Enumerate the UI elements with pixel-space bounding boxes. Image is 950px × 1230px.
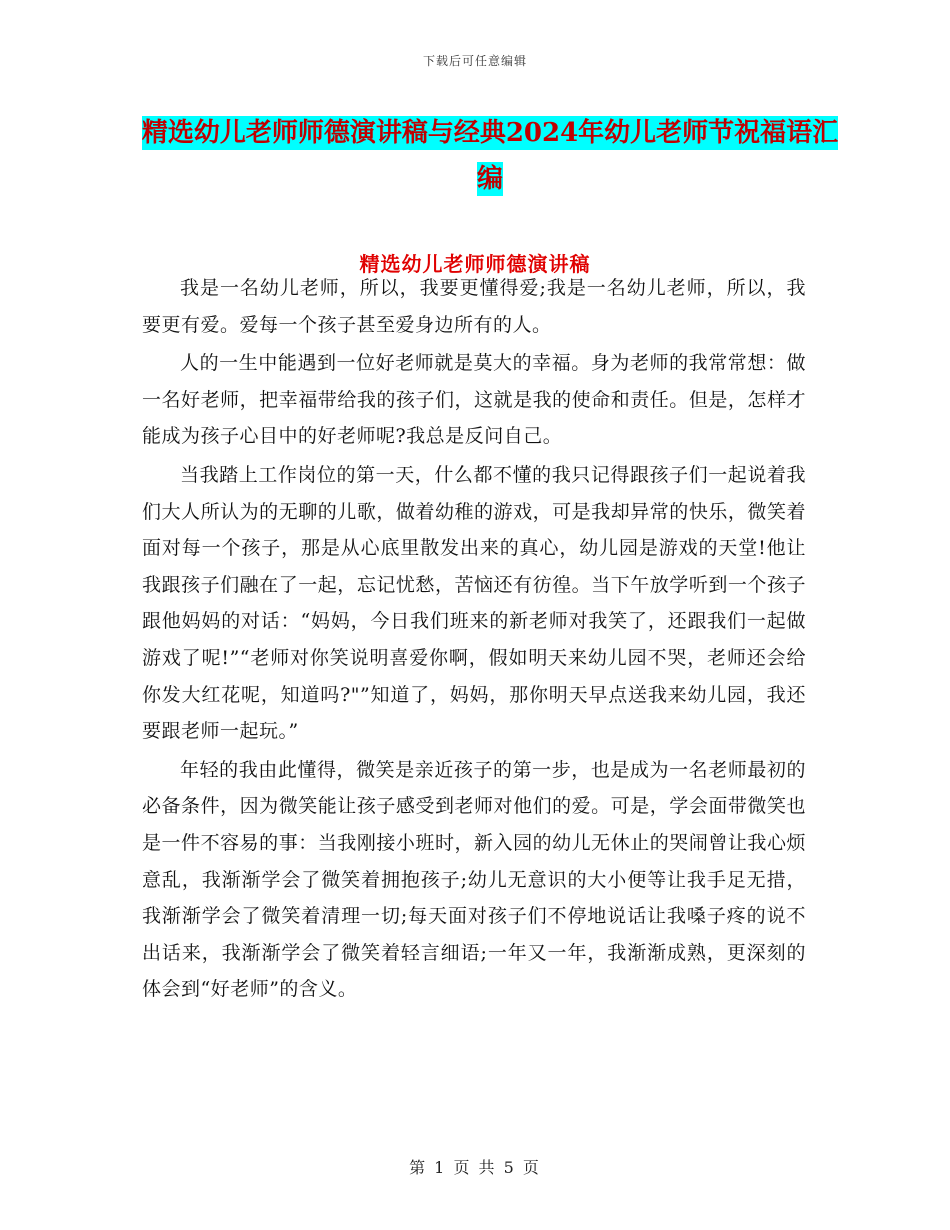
document-title: [140, 110, 840, 202]
paragraph-1: 我是一名幼儿老师，所以，我要更懂得爱;我是一名幼儿老师，所以，我要更有爱。爱每一个孩子甚至爱身边所有的人。: [142, 277, 806, 336]
document-title-text: 精选幼儿老师师德演讲稿与经典2024年幼儿老师节祝福语汇编: [141, 118, 839, 194]
paragraph-2: 人的一生中能遇到一位好老师就是莫大的幸福。身为老师的我常常想：做一名好老师，把幸福带给我的孩子们，这就是我的使命和责任。但是，怎样才能成为孩子心目中的好老师呢?我总是反问自己。: [142, 352, 806, 448]
paragraph-4: 年轻的我由此懂得，微笑是亲近孩子的第一步，也是成为一名老师最初的必备条件，因为微笑能让孩子感受到老师对他们的爱。可是，学会面带微笑也是一件不容易的事：当我刚接小班时，新入园的幼儿无休止的哭闹曾让我心烦意乱，我渐渐学会了微笑着拥抱孩子;幼儿无意识的大小便等让我手足无措，我渐渐学会了微笑着清理一切;每天面对孩子们不停地说话让我嗓子疼的说不出话来，我渐渐学会了微笑着轻言细语;一年又一年，我渐渐成熟，更深刻的体会到“好老师”的含义。: [142, 758, 806, 1001]
section-title: 精选幼儿老师师德演讲稿: [359, 252, 591, 276]
page-number-footer: 第 1 页 共 5 页: [409, 1158, 541, 1177]
header-note: 下载后可任意编辑: [422, 54, 527, 68]
body-text: [142, 270, 806, 1010]
paragraph-3: 当我踏上工作岗位的第一天，什么都不懂的我只记得跟孩子们一起说着我们大人所认为的无聊的儿歌，做着幼稚的游戏，可是我却异常的快乐，微笑着面对每一个孩子，那是从心底里散发出来的真心，幼儿园是游戏的天堂!他让我跟孩子们融在了一起，忘记忧愁，苦恼还有彷徨。当下午放学听到一个孩子跟他妈妈的对话：“妈妈，今日我们班来的新老师对我笑了，还跟我们一起做游戏了呢!”“老师对你笑说明喜爱你啊，假如明天来幼儿园不哭，老师还会给你发大红花呢，知道吗?"”知道了，妈妈，那你明天早点送我来幼儿园，我还要跟老师一起玩。”: [142, 463, 806, 743]
